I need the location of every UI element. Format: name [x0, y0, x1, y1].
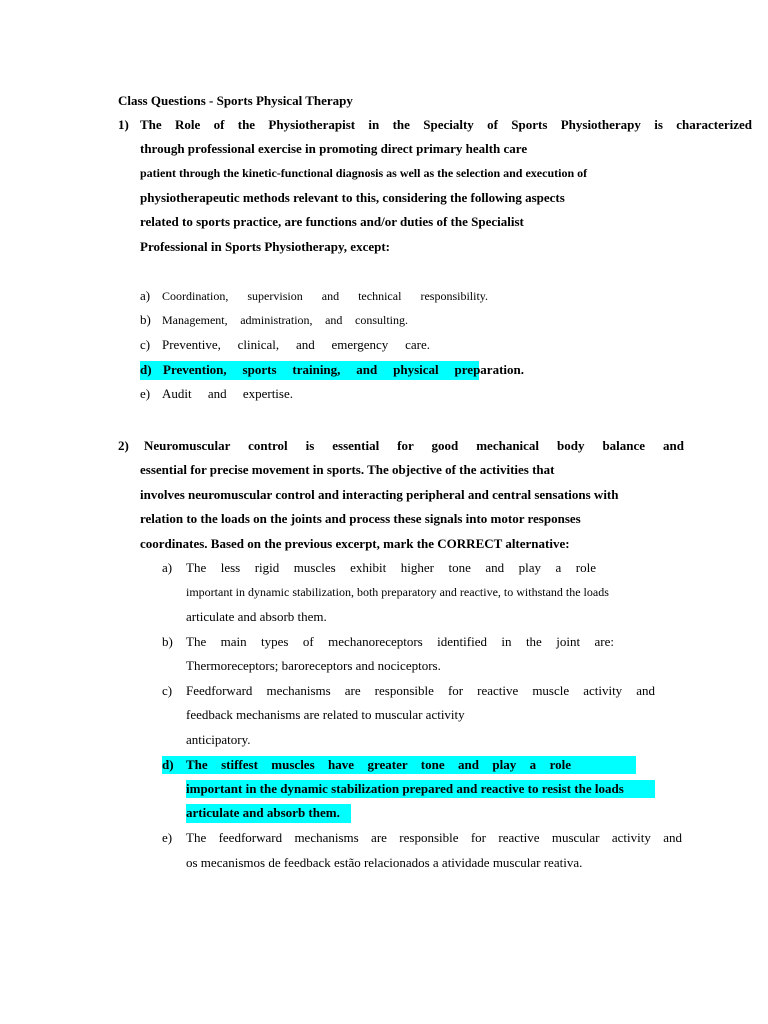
page-title: Class Questions - Sports Physical Therapy: [118, 93, 353, 108]
option-letter: e): [162, 830, 173, 845]
question-text-line: involves neuromuscular control and interacting peripheral and central sensations with: [140, 487, 619, 502]
option-text: Feedforward mechanisms are responsible for reactive muscle activity and: [186, 683, 655, 698]
option-letter: b): [162, 634, 173, 649]
question-text-line: Professional in Sports Physiotherapy, except:: [140, 239, 391, 254]
option-text: Audit and expertise.: [162, 386, 293, 401]
question-text-line: patient through the kinetic-functional diagnosis as well as the selection and execution of: [140, 166, 588, 180]
question-text-line: The Role of the Physiotherapist in the Specialty of Sports Physiotherapy is characterized: [140, 117, 752, 132]
correct-option-text: important in the dynamic stabilization prepared and reactive to resist the loads: [186, 781, 624, 796]
question-text-line: essential for precise movement in sports. The objective of the activities that: [140, 462, 555, 477]
question-text-line: physiotherapeutic methods relevant to this, considering the following aspects: [140, 190, 565, 205]
question-text-line: relation to the loads on the joints and process these signals into motor responses: [140, 511, 581, 526]
option-text: Management, administration, and consulting.: [162, 313, 408, 327]
option-text: feedback mechanisms are related to muscular activity: [186, 707, 465, 722]
option-letter: a): [162, 560, 173, 575]
option-letter: d): [162, 757, 174, 772]
option-text: Preventive, clinical, and emergency care.: [162, 337, 430, 352]
question-number: 2): [118, 438, 129, 453]
option-text: important in dynamic stabilization, both preparatory and reactive, to withstand the loads: [186, 585, 609, 599]
correct-option-text: Prevention, sports training, and physical preparation.: [163, 362, 524, 377]
option-text: articulate and absorb them.: [186, 609, 327, 624]
option-letter: a): [140, 288, 151, 303]
option-text: Thermoreceptors; baroreceptors and nociceptors.: [186, 658, 441, 673]
question-text-line: coordinates. Based on the previous excerpt, mark the CORRECT alternative:: [140, 536, 570, 551]
correct-option-text: articulate and absorb them.: [186, 805, 340, 820]
option-letter: e): [140, 386, 151, 401]
option-letter: c): [140, 337, 151, 352]
question-number: 1): [118, 117, 129, 132]
option-text: The main types of mechanoreceptors identified in the joint are:: [186, 634, 614, 649]
option-letter: d): [140, 362, 152, 377]
question-text-line: related to sports practice, are functions and/or duties of the Specialist: [140, 214, 524, 229]
option-text: anticipatory.: [186, 732, 251, 747]
option-letter: c): [162, 683, 173, 698]
option-letter: b): [140, 312, 151, 327]
question-text-line: through professional exercise in promoting direct primary health care: [140, 141, 528, 156]
question-text-line: Neuromuscular control is essential for good mechanical body balance and: [144, 438, 684, 453]
option-text: Coordination, supervision and technical responsibility.: [162, 289, 488, 303]
option-text: The feedforward mechanisms are responsible for reactive muscular activity and: [186, 830, 682, 845]
option-text: os mecanismos de feedback estão relacionados a atividade muscular reativa.: [186, 855, 583, 870]
correct-option-text: The stiffest muscles have greater tone and play a role: [186, 757, 571, 772]
option-text: The less rigid muscles exhibit higher tone and play a role: [186, 560, 596, 575]
